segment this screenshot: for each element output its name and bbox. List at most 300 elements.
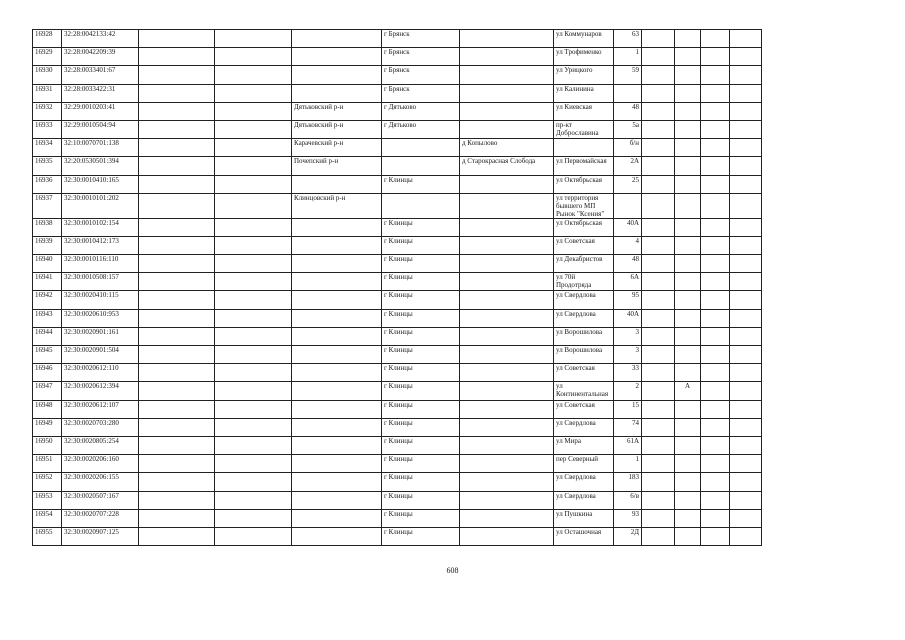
street-cell: ул Октябрьская xyxy=(554,175,614,193)
cadastral-number-cell: 32:30:0020805:254 xyxy=(62,436,139,454)
empty-cell xyxy=(215,455,292,473)
empty-cell xyxy=(701,193,730,218)
village-cell xyxy=(460,364,554,382)
street-cell: ул Свердлова xyxy=(554,418,614,436)
building-letter-cell xyxy=(675,436,701,454)
row-number-cell: 16932 xyxy=(33,102,62,120)
row-number-cell: 16940 xyxy=(33,255,62,273)
empty-cell xyxy=(730,102,762,120)
street-cell: ул Советская xyxy=(554,400,614,418)
empty-cell xyxy=(139,509,215,527)
empty-cell xyxy=(701,509,730,527)
district-cell: Почепский р-н xyxy=(292,157,382,175)
building-letter-cell xyxy=(675,193,701,218)
district-cell: Дятьковский р-н xyxy=(292,120,382,138)
empty-cell xyxy=(730,175,762,193)
empty-cell xyxy=(139,273,215,291)
cadastral-number-cell: 32:28:0033401:67 xyxy=(62,66,139,84)
empty-cell xyxy=(215,527,292,545)
table-row xyxy=(33,48,762,66)
empty-cell xyxy=(730,30,762,48)
empty-cell xyxy=(701,473,730,491)
building-letter-cell xyxy=(675,291,701,309)
table-row xyxy=(33,236,762,254)
city-cell: г Дятьково xyxy=(382,120,460,138)
house-number-cell: 63 xyxy=(614,30,642,48)
village-cell xyxy=(460,436,554,454)
city-cell: г Клинцы xyxy=(382,491,460,509)
village-cell xyxy=(460,193,554,218)
district-cell xyxy=(292,84,382,102)
empty-cell xyxy=(215,418,292,436)
empty-cell xyxy=(701,175,730,193)
district-cell xyxy=(292,509,382,527)
empty-cell xyxy=(215,236,292,254)
empty-cell xyxy=(215,473,292,491)
street-cell: ул 70й Продотряда xyxy=(554,273,614,291)
empty-cell xyxy=(215,346,292,364)
page-number: 608 xyxy=(446,566,459,575)
row-number-cell: 16948 xyxy=(33,400,62,418)
street-cell xyxy=(554,139,614,157)
village-cell xyxy=(460,491,554,509)
empty-cell xyxy=(215,102,292,120)
empty-cell xyxy=(730,400,762,418)
house-number-cell: 40А xyxy=(614,309,642,327)
row-number-cell: 16931 xyxy=(33,84,62,102)
empty-cell xyxy=(215,193,292,218)
cadastral-number-cell: 32:30:0010102:154 xyxy=(62,218,139,236)
table-row xyxy=(33,66,762,84)
empty-cell xyxy=(642,218,675,236)
empty-cell xyxy=(215,491,292,509)
empty-cell xyxy=(139,364,215,382)
empty-cell xyxy=(701,84,730,102)
table-body xyxy=(33,30,762,546)
house-number-cell: 4 xyxy=(614,236,642,254)
empty-cell xyxy=(139,102,215,120)
village-cell xyxy=(460,236,554,254)
district-cell xyxy=(292,418,382,436)
empty-cell xyxy=(701,418,730,436)
city-cell: г Клинцы xyxy=(382,364,460,382)
house-number-cell: 6/в xyxy=(614,491,642,509)
district-cell xyxy=(292,175,382,193)
table-row xyxy=(33,509,762,527)
empty-cell xyxy=(642,255,675,273)
house-number-cell: 15 xyxy=(614,400,642,418)
empty-cell xyxy=(730,473,762,491)
district-cell: Дятьковский р-н xyxy=(292,102,382,120)
district-cell xyxy=(292,491,382,509)
empty-cell xyxy=(139,120,215,138)
village-cell xyxy=(460,400,554,418)
city-cell: г Клинцы xyxy=(382,436,460,454)
empty-cell xyxy=(139,48,215,66)
city-cell xyxy=(382,157,460,175)
house-number-cell: 183 xyxy=(614,473,642,491)
row-number-cell: 16928 xyxy=(33,30,62,48)
house-number-cell: 2Д xyxy=(614,527,642,545)
empty-cell xyxy=(642,473,675,491)
empty-cell xyxy=(642,400,675,418)
building-letter-cell xyxy=(675,139,701,157)
city-cell: г Клинцы xyxy=(382,527,460,545)
village-cell xyxy=(460,218,554,236)
district-cell xyxy=(292,309,382,327)
table-row xyxy=(33,436,762,454)
house-number-cell: 6А xyxy=(614,273,642,291)
village-cell xyxy=(460,120,554,138)
registry-table xyxy=(32,29,762,546)
street-cell: ул Ворошилова xyxy=(554,327,614,345)
empty-cell xyxy=(215,382,292,400)
street-cell: пер Северный xyxy=(554,455,614,473)
house-number-cell: 61А xyxy=(614,436,642,454)
empty-cell xyxy=(215,218,292,236)
empty-cell xyxy=(701,273,730,291)
empty-cell xyxy=(215,66,292,84)
empty-cell xyxy=(701,291,730,309)
street-cell: ул Свердлова xyxy=(554,291,614,309)
district-cell xyxy=(292,273,382,291)
street-cell: ул Пушкина xyxy=(554,509,614,527)
empty-cell xyxy=(139,30,215,48)
empty-cell xyxy=(139,66,215,84)
building-letter-cell xyxy=(675,491,701,509)
cadastral-number-cell: 32:30:0020703:280 xyxy=(62,418,139,436)
empty-cell xyxy=(215,30,292,48)
building-letter-cell xyxy=(675,120,701,138)
street-cell: ул Декабристов xyxy=(554,255,614,273)
empty-cell xyxy=(139,436,215,454)
city-cell: г Клинцы xyxy=(382,309,460,327)
table-row xyxy=(33,364,762,382)
street-cell: ул Калинина xyxy=(554,84,614,102)
row-number-cell: 16934 xyxy=(33,139,62,157)
empty-cell xyxy=(215,400,292,418)
village-cell xyxy=(460,255,554,273)
street-cell: ул Континентальная xyxy=(554,382,614,400)
empty-cell xyxy=(701,364,730,382)
empty-cell xyxy=(730,236,762,254)
cadastral-number-cell: 32:28:0033422:31 xyxy=(62,84,139,102)
building-letter-cell xyxy=(675,327,701,345)
table-row xyxy=(33,327,762,345)
empty-cell xyxy=(642,84,675,102)
empty-cell xyxy=(642,193,675,218)
cadastral-number-cell: 32:30:0020612:394 xyxy=(62,382,139,400)
empty-cell xyxy=(215,273,292,291)
empty-cell xyxy=(642,346,675,364)
village-cell xyxy=(460,66,554,84)
village-cell xyxy=(460,102,554,120)
building-letter-cell xyxy=(675,102,701,120)
district-cell xyxy=(292,382,382,400)
city-cell: г Клинцы xyxy=(382,175,460,193)
table-row xyxy=(33,30,762,48)
village-cell xyxy=(460,30,554,48)
building-letter-cell xyxy=(675,255,701,273)
row-number-cell: 16951 xyxy=(33,455,62,473)
empty-cell xyxy=(701,139,730,157)
empty-cell xyxy=(139,455,215,473)
village-cell xyxy=(460,291,554,309)
building-letter-cell xyxy=(675,157,701,175)
empty-cell xyxy=(701,48,730,66)
empty-cell xyxy=(701,218,730,236)
row-number-cell: 16945 xyxy=(33,346,62,364)
cadastral-number-cell: 32:30:0020206:155 xyxy=(62,473,139,491)
empty-cell xyxy=(642,236,675,254)
city-cell: г Клинцы xyxy=(382,291,460,309)
row-number-cell: 16941 xyxy=(33,273,62,291)
building-letter-cell xyxy=(675,236,701,254)
row-number-cell: 16955 xyxy=(33,527,62,545)
city-cell: г Клинцы xyxy=(382,509,460,527)
district-cell xyxy=(292,48,382,66)
table-row xyxy=(33,102,762,120)
cadastral-number-cell: 32:30:0020907:125 xyxy=(62,527,139,545)
cadastral-number-cell: 32:30:0010412:173 xyxy=(62,236,139,254)
empty-cell xyxy=(730,218,762,236)
cadastral-number-cell: 32:10:0070701:138 xyxy=(62,139,139,157)
empty-cell xyxy=(139,418,215,436)
empty-cell xyxy=(642,66,675,84)
table-row xyxy=(33,255,762,273)
empty-cell xyxy=(701,346,730,364)
street-cell: ул Первомайская xyxy=(554,157,614,175)
empty-cell xyxy=(139,218,215,236)
street-cell: ул Свердлова xyxy=(554,491,614,509)
house-number-cell: 5а xyxy=(614,120,642,138)
city-cell: г Клинцы xyxy=(382,273,460,291)
building-letter-cell xyxy=(675,273,701,291)
row-number-cell: 16946 xyxy=(33,364,62,382)
village-cell xyxy=(460,309,554,327)
empty-cell xyxy=(139,382,215,400)
city-cell: г Клинцы xyxy=(382,418,460,436)
empty-cell xyxy=(215,175,292,193)
empty-cell xyxy=(139,473,215,491)
empty-cell xyxy=(730,436,762,454)
street-cell: ул Урицкого xyxy=(554,66,614,84)
empty-cell xyxy=(215,436,292,454)
empty-cell xyxy=(701,157,730,175)
house-number-cell: 3 xyxy=(614,327,642,345)
row-number-cell: 16947 xyxy=(33,382,62,400)
table-row xyxy=(33,473,762,491)
street-cell: ул Свердлова xyxy=(554,309,614,327)
empty-cell xyxy=(139,255,215,273)
village-cell xyxy=(460,175,554,193)
table-row xyxy=(33,418,762,436)
building-letter-cell xyxy=(675,346,701,364)
empty-cell xyxy=(642,382,675,400)
empty-cell xyxy=(215,291,292,309)
district-cell xyxy=(292,400,382,418)
city-cell: г Клинцы xyxy=(382,218,460,236)
cadastral-number-cell: 32:30:0020612:107 xyxy=(62,400,139,418)
empty-cell xyxy=(701,527,730,545)
empty-cell xyxy=(215,84,292,102)
table-row xyxy=(33,84,762,102)
building-letter-cell xyxy=(675,48,701,66)
city-cell: г Клинцы xyxy=(382,382,460,400)
cadastral-number-cell: 32:30:0010116:110 xyxy=(62,255,139,273)
village-cell: д Старокрасная Слобода xyxy=(460,157,554,175)
building-letter-cell xyxy=(675,473,701,491)
empty-cell xyxy=(730,255,762,273)
table-row xyxy=(33,273,762,291)
building-letter-cell xyxy=(675,364,701,382)
street-cell: пр-кт Доброславина xyxy=(554,120,614,138)
village-cell xyxy=(460,455,554,473)
village-cell xyxy=(460,273,554,291)
district-cell xyxy=(292,30,382,48)
building-letter-cell xyxy=(675,455,701,473)
empty-cell xyxy=(730,509,762,527)
street-cell: ул территория бывшего МП Рынок "Ксения" xyxy=(554,193,614,218)
village-cell xyxy=(460,346,554,364)
house-number-cell: 1 xyxy=(614,455,642,473)
table-row xyxy=(33,491,762,509)
cadastral-number-cell: 32:30:0020612:110 xyxy=(62,364,139,382)
empty-cell xyxy=(215,120,292,138)
village-cell xyxy=(460,382,554,400)
street-cell: ул Советская xyxy=(554,364,614,382)
house-number-cell: б/н xyxy=(614,139,642,157)
street-cell: ул Октябрьская xyxy=(554,218,614,236)
empty-cell xyxy=(642,30,675,48)
empty-cell xyxy=(730,291,762,309)
table-row xyxy=(33,455,762,473)
table-row xyxy=(33,527,762,545)
row-number-cell: 16949 xyxy=(33,418,62,436)
street-cell: ул Киевская xyxy=(554,102,614,120)
empty-cell xyxy=(730,309,762,327)
table-row xyxy=(33,346,762,364)
row-number-cell: 16944 xyxy=(33,327,62,345)
empty-cell xyxy=(730,66,762,84)
table-row xyxy=(33,382,762,400)
empty-cell xyxy=(139,309,215,327)
city-cell: г Клинцы xyxy=(382,327,460,345)
house-number-cell: 2А xyxy=(614,157,642,175)
empty-cell xyxy=(139,193,215,218)
empty-cell xyxy=(215,364,292,382)
district-cell xyxy=(292,66,382,84)
village-cell xyxy=(460,327,554,345)
cadastral-number-cell: 32:30:0020507:167 xyxy=(62,491,139,509)
cadastral-number-cell: 32:29:0010504:94 xyxy=(62,120,139,138)
row-number-cell: 16933 xyxy=(33,120,62,138)
building-letter-cell xyxy=(675,84,701,102)
village-cell xyxy=(460,473,554,491)
table-row xyxy=(33,309,762,327)
cadastral-number-cell: 32:28:0042133:42 xyxy=(62,30,139,48)
empty-cell xyxy=(730,157,762,175)
empty-cell xyxy=(730,527,762,545)
house-number-cell: 33 xyxy=(614,364,642,382)
empty-cell xyxy=(215,157,292,175)
village-cell xyxy=(460,84,554,102)
cadastral-number-cell: 32:30:0020206:160 xyxy=(62,455,139,473)
city-cell: г Клинцы xyxy=(382,400,460,418)
street-cell: ул Советская xyxy=(554,236,614,254)
district-cell xyxy=(292,436,382,454)
table-row xyxy=(33,120,762,138)
empty-cell xyxy=(701,327,730,345)
street-cell: ул Ворошилова xyxy=(554,346,614,364)
empty-cell xyxy=(730,48,762,66)
building-letter-cell xyxy=(675,218,701,236)
building-letter-cell xyxy=(675,400,701,418)
empty-cell xyxy=(139,291,215,309)
city-cell xyxy=(382,139,460,157)
empty-cell xyxy=(642,436,675,454)
cadastral-number-cell: 32:30:0020410:115 xyxy=(62,291,139,309)
building-letter-cell xyxy=(675,175,701,193)
house-number-cell: 93 xyxy=(614,509,642,527)
empty-cell xyxy=(730,346,762,364)
cadastral-number-cell: 32:30:0020610:953 xyxy=(62,309,139,327)
district-cell xyxy=(292,327,382,345)
house-number-cell: 48 xyxy=(614,102,642,120)
district-cell xyxy=(292,527,382,545)
table-row xyxy=(33,175,762,193)
empty-cell xyxy=(642,527,675,545)
house-number-cell: 95 xyxy=(614,291,642,309)
row-number-cell: 16954 xyxy=(33,509,62,527)
empty-cell xyxy=(701,120,730,138)
empty-cell xyxy=(139,157,215,175)
cadastral-number-cell: 32:30:0010101:202 xyxy=(62,193,139,218)
cadastral-number-cell: 32:30:0010508:157 xyxy=(62,273,139,291)
table-row xyxy=(33,291,762,309)
district-cell xyxy=(292,455,382,473)
house-number-cell: 59 xyxy=(614,66,642,84)
empty-cell xyxy=(730,139,762,157)
empty-cell xyxy=(139,491,215,509)
street-cell: ул Мира xyxy=(554,436,614,454)
empty-cell xyxy=(642,291,675,309)
district-cell xyxy=(292,291,382,309)
empty-cell xyxy=(215,48,292,66)
empty-cell xyxy=(730,120,762,138)
empty-cell xyxy=(642,102,675,120)
street-cell: ул Свердлова xyxy=(554,473,614,491)
city-cell: г Брянск xyxy=(382,84,460,102)
city-cell: г Клинцы xyxy=(382,255,460,273)
district-cell xyxy=(292,218,382,236)
empty-cell xyxy=(215,327,292,345)
empty-cell xyxy=(730,193,762,218)
building-letter-cell xyxy=(675,527,701,545)
empty-cell xyxy=(139,175,215,193)
row-number-cell: 16930 xyxy=(33,66,62,84)
city-cell: г Брянск xyxy=(382,48,460,66)
city-cell: г Клинцы xyxy=(382,473,460,491)
house-number-cell: 40А xyxy=(614,218,642,236)
row-number-cell: 16952 xyxy=(33,473,62,491)
empty-cell xyxy=(730,418,762,436)
city-cell: г Дятьково xyxy=(382,102,460,120)
empty-cell xyxy=(139,327,215,345)
village-cell xyxy=(460,418,554,436)
city-cell: г Брянск xyxy=(382,66,460,84)
district-cell xyxy=(292,255,382,273)
